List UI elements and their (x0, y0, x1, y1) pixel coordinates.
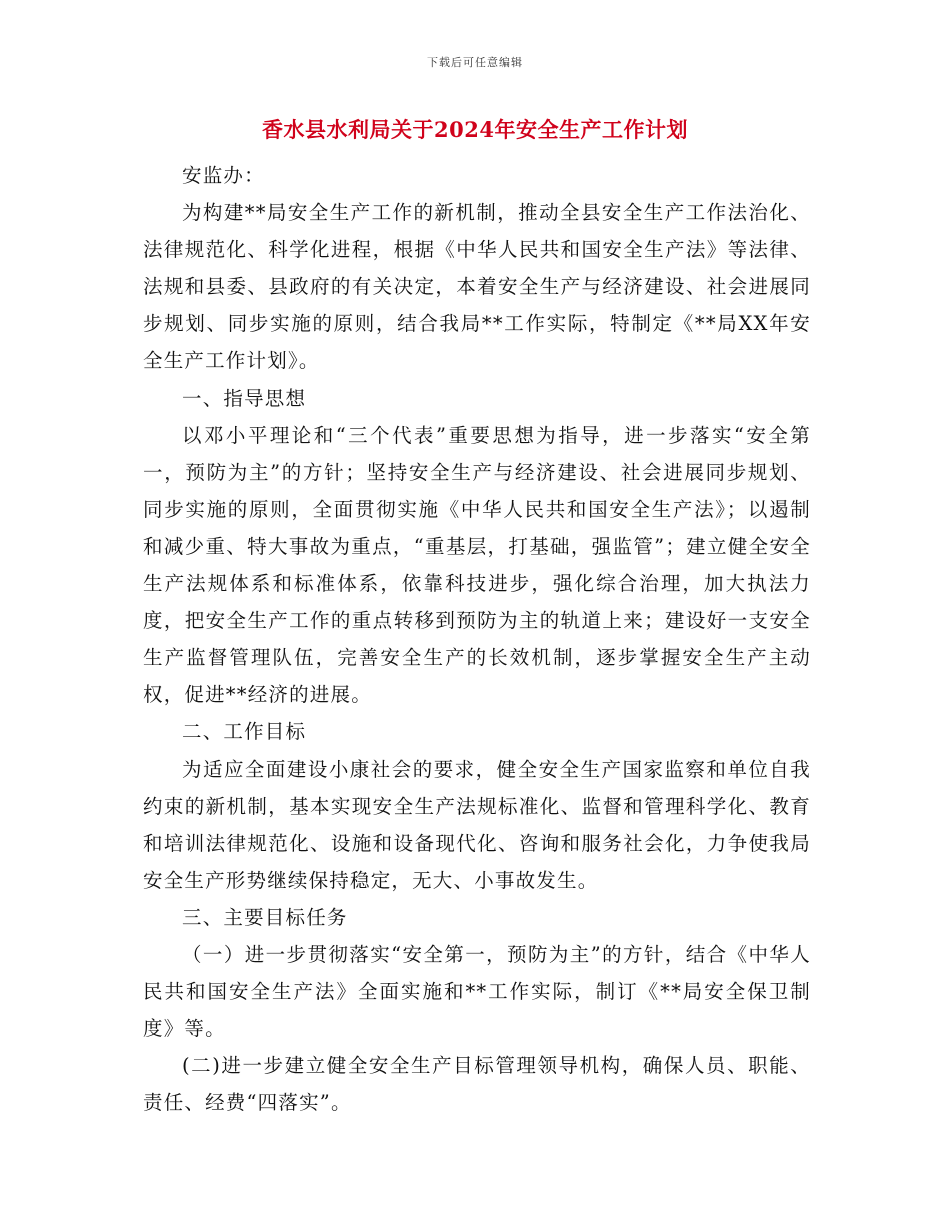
document-title: 香水县水利局关于2024年安全生产工作计划 (262, 117, 688, 142)
task-item-2: (二)进一步建立健全安全生产目标管理领导机构，确保人员、职能、责任、经费“四落实”。 (143, 1054, 811, 1115)
section-heading-work-goals: 二、工作目标 (182, 720, 307, 744)
work-goals-paragraph: 为适应全面建设小康社会的要求，健全安全生产国家监察和单位自我约束的新机制，基本实现安全生产法规标准化、监督和管理科学化、教育和培训法律规范化、设施和设备现代化、咨询和服务社会化，力争使我局安全生产形势继续保持稳定，无大、小事故发生。 (143, 757, 811, 892)
intro-paragraph: 为构建**局安全生产工作的新机制，推动全县安全生产工作法治化、法律规范化、科学化进程，根据《中华人民共和国安全生产法》等法律、法规和县委、县政府的有关决定，本着安全生产与经济建设、社会进展同步规划、同步实施的原则，结合我局**工作实际，特制定《**局XX年安全生产工作计划》。 (143, 201, 811, 373)
guiding-ideology-paragraph: 以邓小平理论和“三个代表”重要思想为指导，进一步落实“安全第一，预防为主”的方针；坚持安全生产与经济建设、社会进展同步规划、同步实施的原则，全面贯彻实施《中华人民共和国安全生产法》；以遏制和减少重、特大事故为重点，“重基层，打基础，强监管”；建立健全安全生产法规体系和标准体系，依靠科技进步，强化综合治理，加大执法力度，把安全生产工作的重点转移到预防为主的轨道上来；建设好一支安全生产监督管理队伍，完善安全生产的长效机制，逐步掌握安全生产主动权，促进**经济的进展。 (143, 423, 811, 707)
task-item-1: （一）进一步贯彻落实“安全第一，预防为主”的方针，结合《中华人民共和国安全生产法》全面实施和**工作实际，制订《**局安全保卫制度》等。 (143, 942, 811, 1041)
document-body (143, 157, 811, 1121)
section-heading-main-tasks: 三、主要目标任务 (182, 905, 348, 929)
salutation: 安监办： (182, 164, 265, 187)
section-heading-guiding-ideology: 一、指导思想 (182, 386, 307, 410)
header-note: 下载后可任意编辑 (427, 56, 523, 69)
